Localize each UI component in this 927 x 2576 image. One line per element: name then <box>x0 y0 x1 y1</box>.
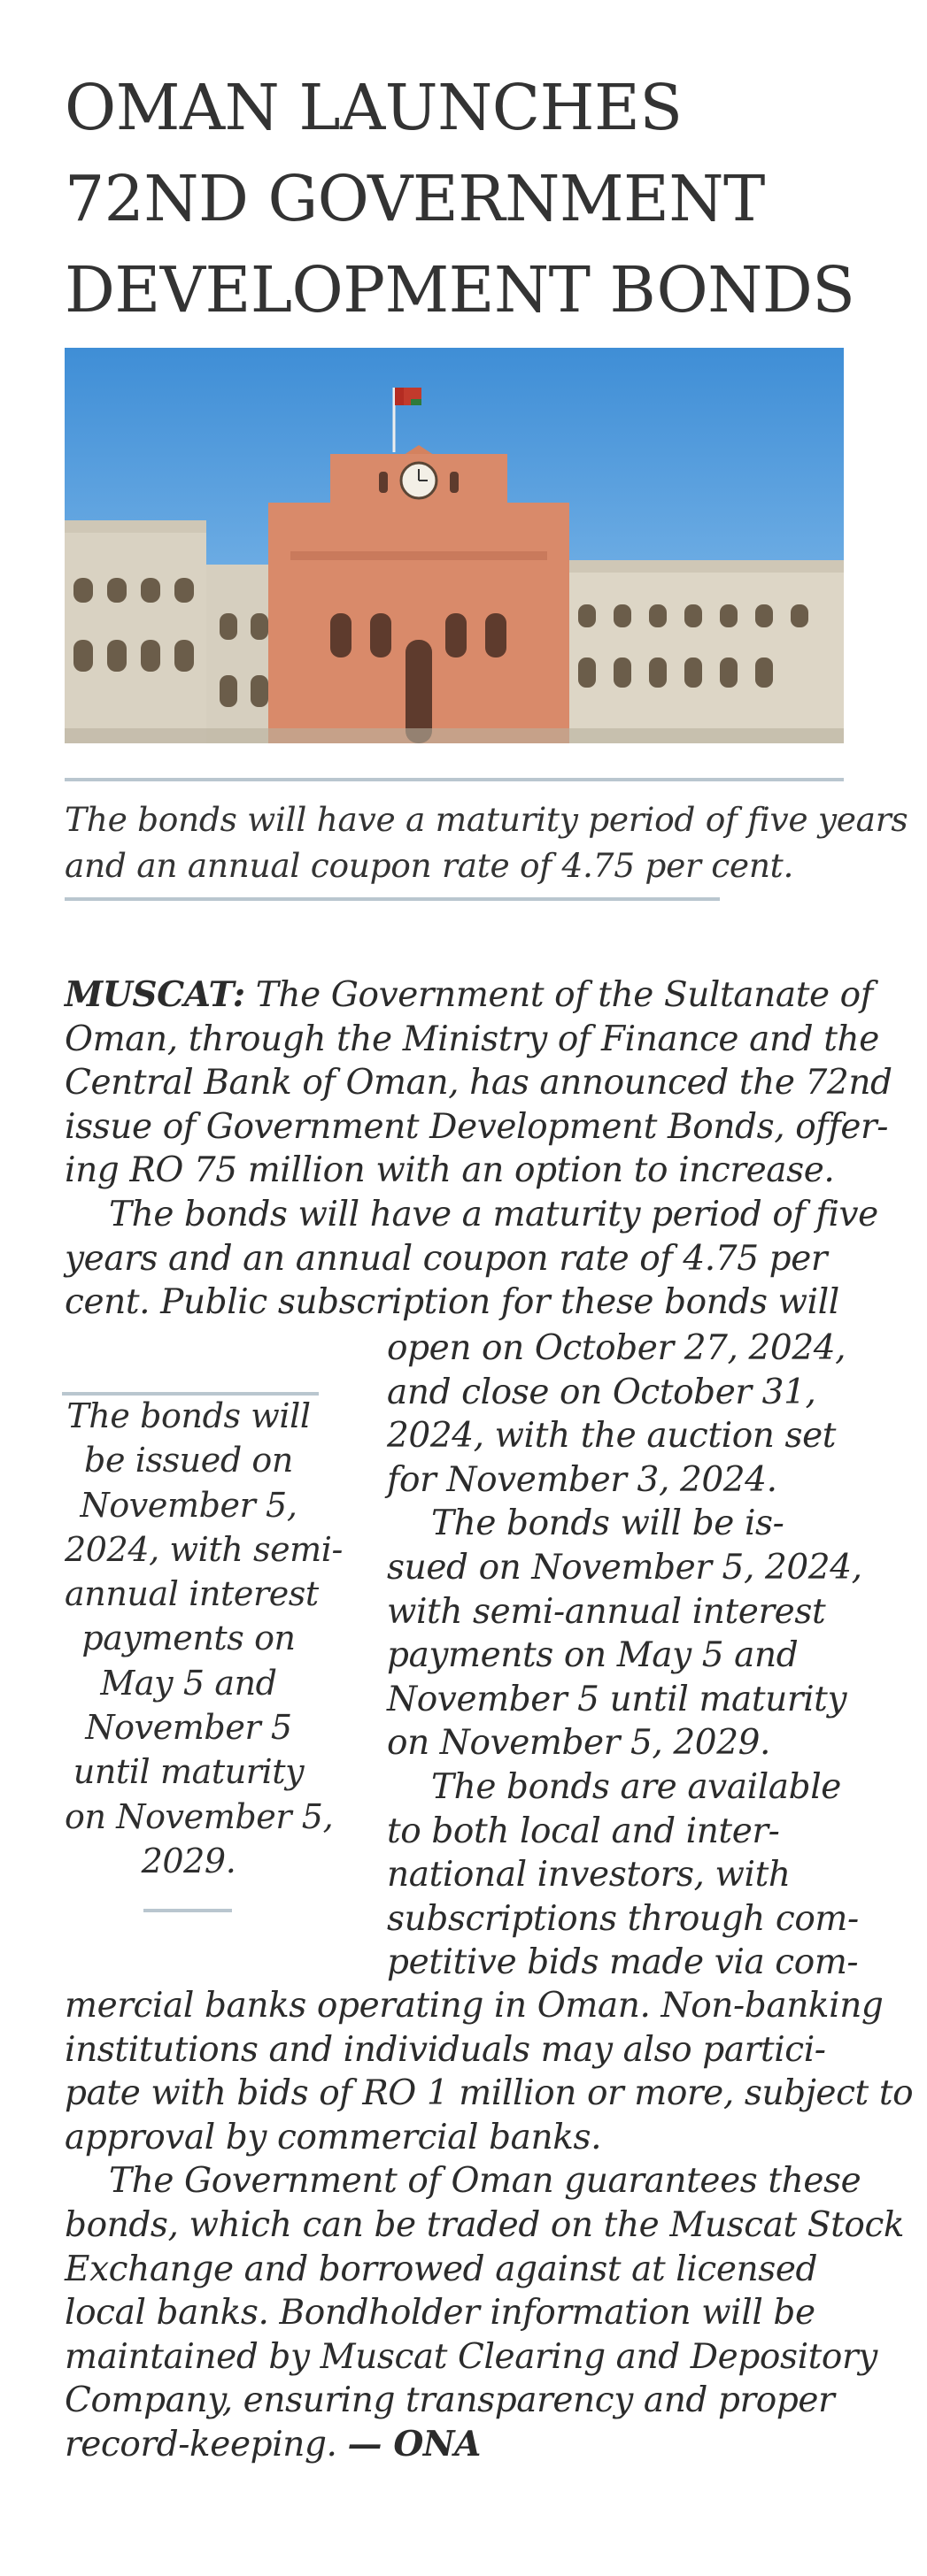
body-line: 2024, with the auction set <box>387 1416 837 1457</box>
pull-quote-line: The bonds will <box>66 1396 311 1435</box>
body-line: MUSCAT: The Government of the Sultanate of <box>65 974 873 1015</box>
body-line: years and an annual coupon rate of 4.75 per <box>65 1238 828 1279</box>
body-line: issue of Government Development Bonds, offer- <box>65 1106 889 1147</box>
body-line: November 5 until maturity <box>387 1679 847 1719</box>
body-line: open on October 27, 2024, <box>387 1328 846 1368</box>
body-line: The bonds will have a maturity period of five <box>109 1194 878 1234</box>
central-bank-building-photo <box>65 348 844 743</box>
body-line: The bonds are available <box>431 1766 841 1807</box>
body-line: Company, ensuring transparency and proper <box>65 2380 835 2421</box>
article-body-bottom <box>65 1984 913 2467</box>
pull-quote-line: payments on <box>81 1619 296 1658</box>
pull-quote <box>65 1394 343 1883</box>
body-line: approval by commercial banks. <box>65 2117 602 2157</box>
caption-bottom-rule <box>65 897 720 901</box>
body-line: institutions and individuals may also partici- <box>65 2029 826 2070</box>
body-line: The bonds will be is- <box>431 1503 784 1544</box>
body-line: local banks. Bondholder information will be <box>65 2293 815 2334</box>
body-line: with semi-annual interest <box>387 1591 826 1632</box>
pull-quote-line: annual interest <box>65 1574 319 1614</box>
pull-quote-line: on November 5, <box>65 1796 334 1836</box>
body-line: petitive bids made via com- <box>387 1942 859 1983</box>
body-line: ing RO 75 million with an option to increase. <box>65 1150 835 1191</box>
body-line: national investors, with <box>387 1855 791 1895</box>
body-line: Central Bank of Oman, has announced the 72nd <box>65 1063 892 1103</box>
body-line: pate with bids of RO 1 million or more, subject to <box>65 2073 914 2114</box>
pull-quote-line: until maturity <box>73 1752 305 1792</box>
caption-line: The bonds will have a maturity period of five years <box>65 800 908 839</box>
article-headline <box>65 62 861 335</box>
pull-quote-line: May 5 and <box>100 1663 277 1703</box>
headline-line: DEVELOPMENT BONDS <box>65 253 855 327</box>
body-line: maintained by Muscat Clearing and Depository <box>65 2336 877 2377</box>
article-body-top <box>65 973 892 1325</box>
photo-caption <box>65 796 908 888</box>
caption-top-rule <box>65 778 844 781</box>
dateline: MUSCAT: <box>65 974 245 1015</box>
pull-quote-line: November 5 <box>85 1708 292 1748</box>
body-line: cent. Public subscription for these bonds will <box>65 1282 839 1323</box>
pull-quote-line: be issued on <box>84 1441 293 1480</box>
agency-signature: — ONA <box>347 2423 482 2465</box>
body-line: The Government of Oman guarantees these <box>109 2161 861 2202</box>
pull-quote-line: November 5, <box>80 1485 297 1525</box>
body-line: payments on May 5 and <box>387 1635 799 1676</box>
body-line: for November 3, 2024. <box>387 1459 777 1500</box>
pull-quote-line: 2029. <box>141 1841 236 1880</box>
article-body-column <box>387 1326 862 1985</box>
body-line: Exchange and borrowed against at licensed <box>65 2249 818 2289</box>
body-line: sued on November 5, 2024, <box>387 1547 862 1588</box>
body-line: on November 5, 2029. <box>387 1723 771 1764</box>
headline-line: 72ND GOVERNMENT <box>65 162 765 235</box>
body-line: bonds, which can be traded on the Muscat Stock <box>65 2204 905 2245</box>
pull-quote-line: 2024, with semi- <box>65 1529 343 1569</box>
body-line: and close on October 31, <box>387 1372 816 1412</box>
pull-quote-bottom-rule <box>143 1909 232 1912</box>
headline-line: OMAN LAUNCHES <box>65 71 683 144</box>
caption-line: and an annual coupon rate of 4.75 per cent. <box>65 846 794 885</box>
body-line: Oman, through the Ministry of Finance and the <box>65 1019 879 1059</box>
body-line: record-keeping. — ONA <box>65 2423 482 2465</box>
body-line: subscriptions through com- <box>387 1898 859 1939</box>
body-line: to both local and inter- <box>387 1811 780 1851</box>
body-line: mercial banks operating in Oman. Non-banking <box>65 1986 884 2026</box>
